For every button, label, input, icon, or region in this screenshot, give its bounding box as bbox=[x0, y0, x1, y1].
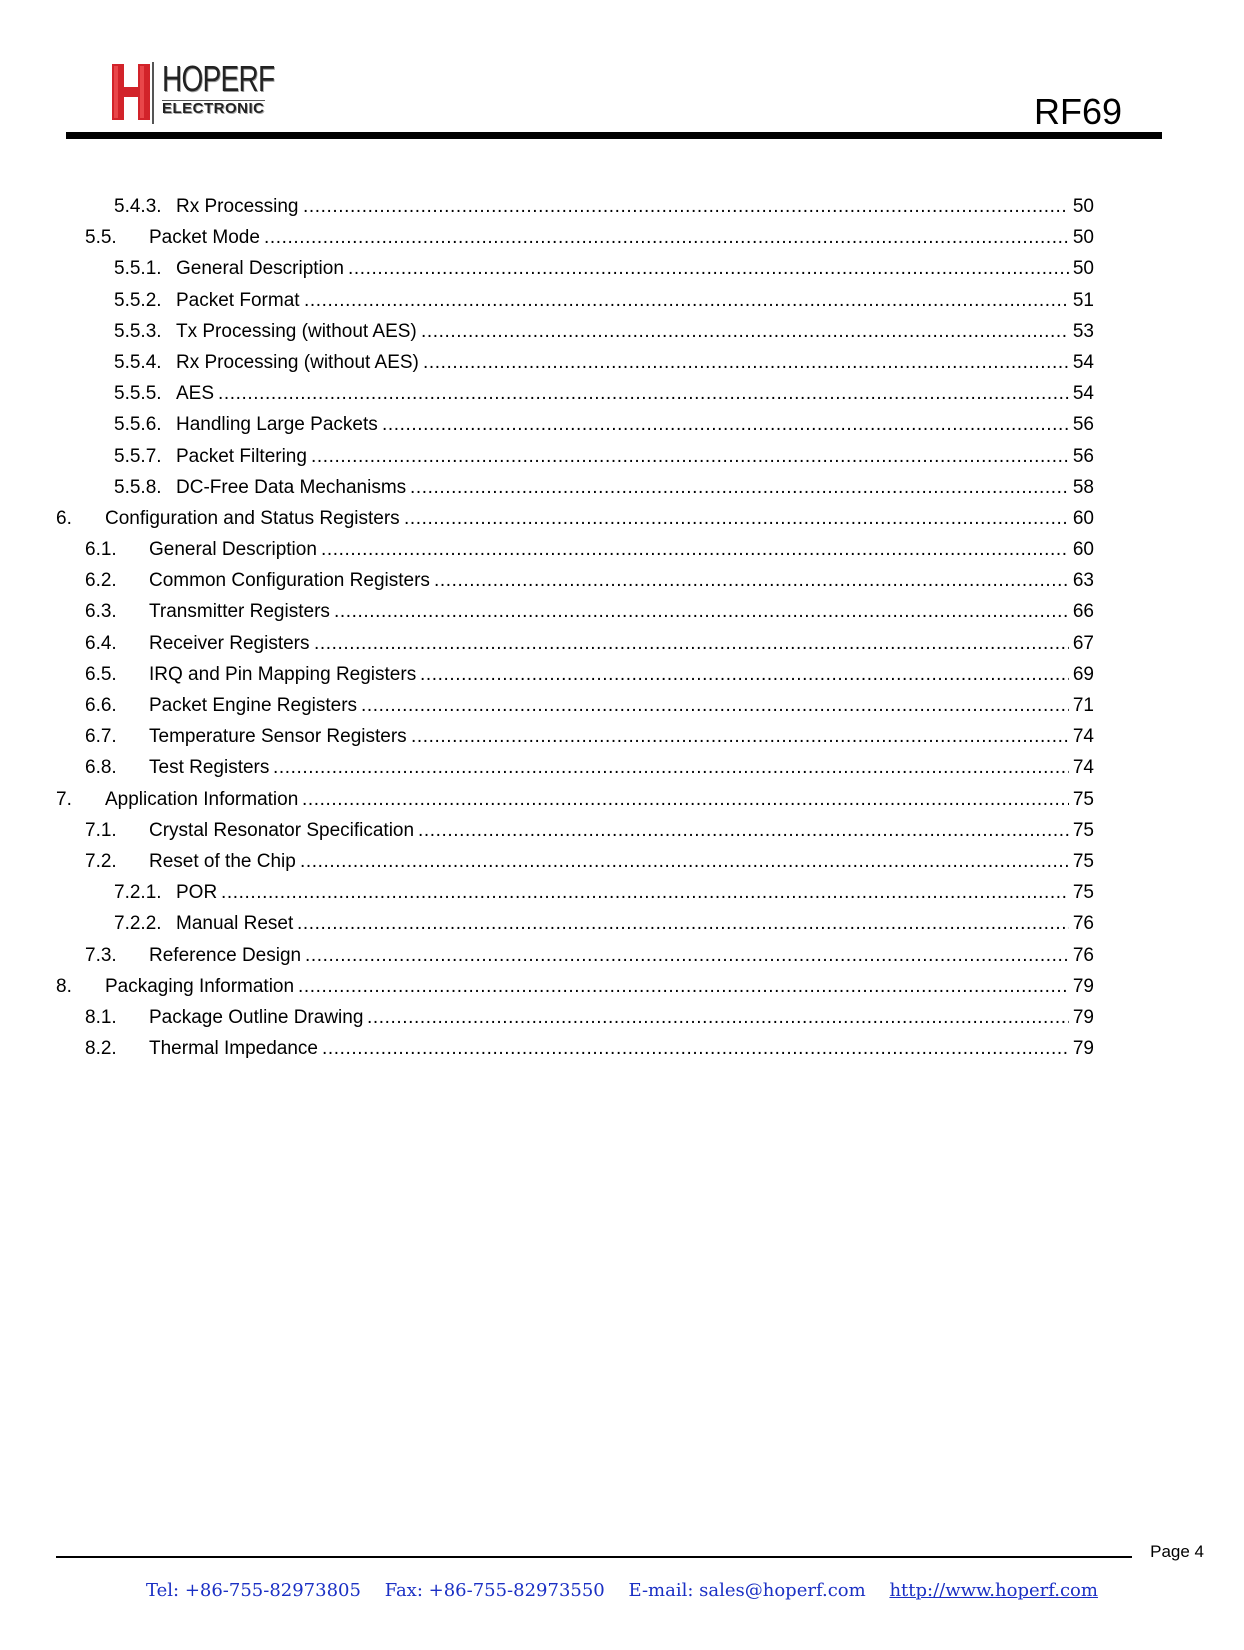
toc-dot-leader bbox=[304, 287, 1094, 315]
toc-entry-number: 6.4. bbox=[85, 632, 117, 654]
toc-dot-leader bbox=[421, 318, 1094, 346]
toc-entry-page[interactable]: 53 bbox=[1069, 318, 1094, 346]
toc-entry-number: 7.2.1. bbox=[114, 882, 162, 904]
toc-entry-title[interactable]: Package Outline Drawing bbox=[149, 1004, 367, 1032]
toc-entry-title[interactable]: Packet Format bbox=[176, 287, 304, 315]
toc-entry[interactable] bbox=[0, 817, 1244, 848]
toc-entry[interactable] bbox=[0, 567, 1244, 598]
toc-entry-page[interactable]: 54 bbox=[1069, 380, 1094, 408]
toc-dot-leader bbox=[311, 443, 1094, 471]
toc-dot-leader bbox=[302, 786, 1094, 814]
contact-fax: Fax: +86-755-82973550 bbox=[384, 1580, 605, 1601]
toc-entry-title[interactable]: Rx Processing (without AES) bbox=[176, 349, 423, 377]
toc-entry-title[interactable]: Common Configuration Registers bbox=[149, 567, 434, 595]
toc-entry[interactable] bbox=[0, 349, 1244, 380]
toc-entry[interactable] bbox=[0, 723, 1244, 754]
page-number: Page 4 bbox=[1150, 1542, 1204, 1561]
toc-entry[interactable] bbox=[0, 193, 1244, 224]
toc-entry-title[interactable]: Receiver Registers bbox=[149, 630, 314, 658]
toc-entry[interactable] bbox=[0, 474, 1244, 505]
toc-dot-leader bbox=[434, 567, 1094, 595]
toc-dot-leader bbox=[264, 224, 1094, 252]
toc-dot-leader bbox=[322, 1035, 1094, 1063]
toc-entry-page[interactable]: 50 bbox=[1069, 193, 1094, 221]
toc-entry[interactable] bbox=[0, 411, 1244, 442]
toc-entry[interactable] bbox=[0, 1004, 1244, 1035]
toc-dot-leader bbox=[367, 1004, 1094, 1032]
toc-entry[interactable] bbox=[0, 380, 1244, 411]
toc-dot-leader bbox=[273, 754, 1094, 782]
toc-dot-leader bbox=[305, 942, 1094, 970]
toc-entry-title[interactable]: Transmitter Registers bbox=[149, 598, 334, 626]
toc-entry-title[interactable]: POR bbox=[176, 879, 221, 907]
toc-entry-page[interactable]: 50 bbox=[1069, 255, 1094, 283]
toc-dot-leader bbox=[420, 661, 1094, 689]
toc-entry-page[interactable]: 75 bbox=[1069, 786, 1094, 814]
toc-entry-title[interactable]: AES bbox=[176, 380, 218, 408]
toc-entry-page[interactable]: 74 bbox=[1069, 723, 1094, 751]
toc-entry[interactable] bbox=[0, 973, 1244, 1004]
toc-entry-number: 7. bbox=[56, 788, 72, 810]
toc-entry-title[interactable]: General Description bbox=[149, 536, 321, 564]
logo-name: HOPERF bbox=[162, 58, 275, 99]
toc-dot-leader bbox=[297, 910, 1094, 938]
toc-entry-number: 7.2. bbox=[85, 850, 117, 872]
toc-entry-title[interactable]: Thermal Impedance bbox=[149, 1035, 322, 1063]
toc-entry-page[interactable]: 71 bbox=[1069, 692, 1094, 720]
toc-entry[interactable] bbox=[0, 287, 1244, 318]
toc-dot-leader bbox=[423, 349, 1094, 377]
toc-entry-title[interactable]: Crystal Resonator Specification bbox=[149, 817, 418, 845]
toc-entry-page[interactable]: 74 bbox=[1069, 754, 1094, 782]
toc-entry[interactable] bbox=[0, 692, 1244, 723]
toc-entry-number: 7.2.2. bbox=[114, 913, 162, 935]
toc-entry-title[interactable]: Temperature Sensor Registers bbox=[149, 723, 411, 751]
toc-entry-number: 6.8. bbox=[85, 757, 117, 779]
toc-entry-title[interactable]: Test Registers bbox=[149, 754, 273, 782]
toc-entry[interactable] bbox=[0, 630, 1244, 661]
toc-entry[interactable] bbox=[0, 786, 1244, 817]
toc-entry-number: 8.2. bbox=[85, 1038, 117, 1060]
toc-dot-leader bbox=[348, 255, 1094, 283]
toc-dot-leader bbox=[404, 505, 1094, 533]
toc-dot-leader bbox=[321, 536, 1094, 564]
toc-entry-title[interactable]: Handling Large Packets bbox=[176, 411, 382, 439]
toc-entry-number: 5.5.8. bbox=[114, 476, 162, 498]
toc-entry-page[interactable]: 76 bbox=[1069, 910, 1094, 938]
toc-entry[interactable] bbox=[0, 910, 1244, 941]
toc-entry-title[interactable]: Configuration and Status Registers bbox=[105, 505, 404, 533]
toc-entry-number: 5.5.6. bbox=[114, 414, 162, 436]
toc-entry-number: 6.1. bbox=[85, 539, 117, 561]
toc-entry-page[interactable]: 58 bbox=[1069, 474, 1094, 502]
toc-dot-leader bbox=[334, 598, 1094, 626]
toc-entry-number: 6.2. bbox=[85, 570, 117, 592]
toc-entry-page[interactable]: 66 bbox=[1069, 598, 1094, 626]
toc-entry[interactable] bbox=[0, 879, 1244, 910]
website-link[interactable]: http://www.hoperf.com bbox=[889, 1580, 1098, 1601]
toc-entry-page[interactable]: 54 bbox=[1069, 349, 1094, 377]
toc-dot-leader bbox=[314, 630, 1094, 658]
toc-entry-title[interactable]: DC-Free Data Mechanisms bbox=[176, 474, 410, 502]
toc-entry[interactable] bbox=[0, 318, 1244, 349]
toc-entry-page[interactable]: 79 bbox=[1069, 1004, 1094, 1032]
toc-entry-title[interactable]: Tx Processing (without AES) bbox=[176, 318, 421, 346]
toc-entry-title[interactable]: Manual Reset bbox=[176, 910, 297, 938]
toc-entry-page[interactable]: 56 bbox=[1069, 443, 1094, 471]
toc-entry-number: 7.1. bbox=[85, 819, 117, 841]
toc-entry-number: 6.7. bbox=[85, 726, 117, 748]
company-logo bbox=[112, 58, 292, 128]
toc-entry-number: 6.3. bbox=[85, 601, 117, 623]
toc-entry-page[interactable]: 51 bbox=[1069, 287, 1094, 315]
toc-entry-page[interactable]: 76 bbox=[1069, 942, 1094, 970]
toc-entry[interactable] bbox=[0, 942, 1244, 973]
toc-entry-page[interactable]: 69 bbox=[1069, 661, 1094, 689]
toc-entry[interactable] bbox=[0, 754, 1244, 785]
toc-entry-number: 5.5.5. bbox=[114, 383, 162, 405]
toc-dot-leader bbox=[418, 817, 1094, 845]
toc-entry-number: 5.5.1. bbox=[114, 258, 162, 280]
toc-entry-title[interactable]: General Description bbox=[176, 255, 348, 283]
header-divider bbox=[66, 132, 1162, 139]
toc-entry-page[interactable]: 50 bbox=[1069, 224, 1094, 252]
toc-entry-page[interactable]: 60 bbox=[1069, 505, 1094, 533]
toc-entry[interactable] bbox=[0, 1035, 1244, 1066]
toc-entry-page[interactable]: 79 bbox=[1069, 973, 1094, 1001]
toc-entry-title[interactable]: Application Information bbox=[105, 786, 302, 814]
toc-entry[interactable] bbox=[0, 255, 1244, 286]
toc-dot-leader bbox=[303, 193, 1094, 221]
toc-dot-leader bbox=[218, 380, 1094, 408]
hoperf-logo-icon bbox=[112, 60, 156, 124]
toc-entry-page[interactable]: 75 bbox=[1069, 879, 1094, 907]
toc-dot-leader bbox=[411, 723, 1094, 751]
toc-entry-title[interactable]: Packet Mode bbox=[149, 224, 264, 252]
toc-entry-page[interactable]: 75 bbox=[1069, 817, 1094, 845]
toc-entry[interactable] bbox=[0, 598, 1244, 629]
toc-entry-number: 8. bbox=[56, 975, 72, 997]
toc-entry-page[interactable]: 60 bbox=[1069, 536, 1094, 564]
toc-entry-number: 6. bbox=[56, 507, 72, 529]
toc-entry-number: 5.4.3. bbox=[114, 196, 162, 217]
toc-entry-page[interactable]: 67 bbox=[1069, 630, 1094, 658]
document-code: RF69 bbox=[1033, 91, 1122, 132]
toc-entry-title[interactable]: Packaging Information bbox=[105, 973, 298, 1001]
footer-divider bbox=[56, 1556, 1132, 1558]
toc-entry-number: 8.1. bbox=[85, 1006, 117, 1028]
toc-entry-number: 5.5.3. bbox=[114, 320, 162, 342]
toc-entry-number: 6.5. bbox=[85, 663, 117, 685]
contact-line bbox=[0, 1580, 1244, 1602]
toc-entry-number: 5.5.7. bbox=[114, 445, 162, 467]
toc-entry-number: 5.5.4. bbox=[114, 351, 162, 373]
contact-tel: Tel: +86-755-82973805 bbox=[146, 1580, 361, 1601]
toc-entry-number: 5.5. bbox=[85, 227, 117, 249]
logo-subtitle: ELECTRONIC bbox=[162, 100, 265, 117]
toc-entry[interactable] bbox=[0, 505, 1244, 536]
toc-entry-title[interactable]: Packet Filtering bbox=[176, 443, 311, 471]
toc-entry-page[interactable]: 56 bbox=[1069, 411, 1094, 439]
toc-dot-leader bbox=[361, 692, 1094, 720]
toc-entry-title[interactable]: IRQ and Pin Mapping Registers bbox=[149, 661, 420, 689]
table-of-contents bbox=[0, 193, 1244, 1066]
toc-entry-page[interactable]: 79 bbox=[1069, 1035, 1094, 1063]
toc-entry-title[interactable]: Reset of the Chip bbox=[149, 848, 300, 876]
toc-entry-number: 5.5.2. bbox=[114, 289, 162, 311]
toc-entry-number: 7.3. bbox=[85, 944, 117, 966]
toc-entry[interactable] bbox=[0, 536, 1244, 567]
toc-entry-number: 6.6. bbox=[85, 695, 117, 716]
toc-entry-title[interactable]: Packet Engine Registers bbox=[149, 692, 361, 720]
toc-entry-title[interactable]: Rx Processing bbox=[176, 193, 303, 221]
toc-entry-page[interactable]: 75 bbox=[1069, 848, 1094, 876]
toc-entry[interactable] bbox=[0, 224, 1244, 255]
toc-entry-page[interactable]: 63 bbox=[1069, 567, 1094, 595]
toc-entry[interactable] bbox=[0, 443, 1244, 474]
toc-dot-leader bbox=[410, 474, 1094, 502]
toc-dot-leader bbox=[300, 848, 1094, 876]
toc-dot-leader bbox=[221, 879, 1094, 907]
toc-dot-leader bbox=[298, 973, 1094, 1001]
toc-entry[interactable] bbox=[0, 848, 1244, 879]
toc-entry[interactable] bbox=[0, 661, 1244, 692]
toc-dot-leader bbox=[382, 411, 1094, 439]
contact-email[interactable]: E-mail: sales@hoperf.com bbox=[628, 1580, 866, 1601]
toc-entry-title[interactable]: Reference Design bbox=[149, 942, 305, 970]
